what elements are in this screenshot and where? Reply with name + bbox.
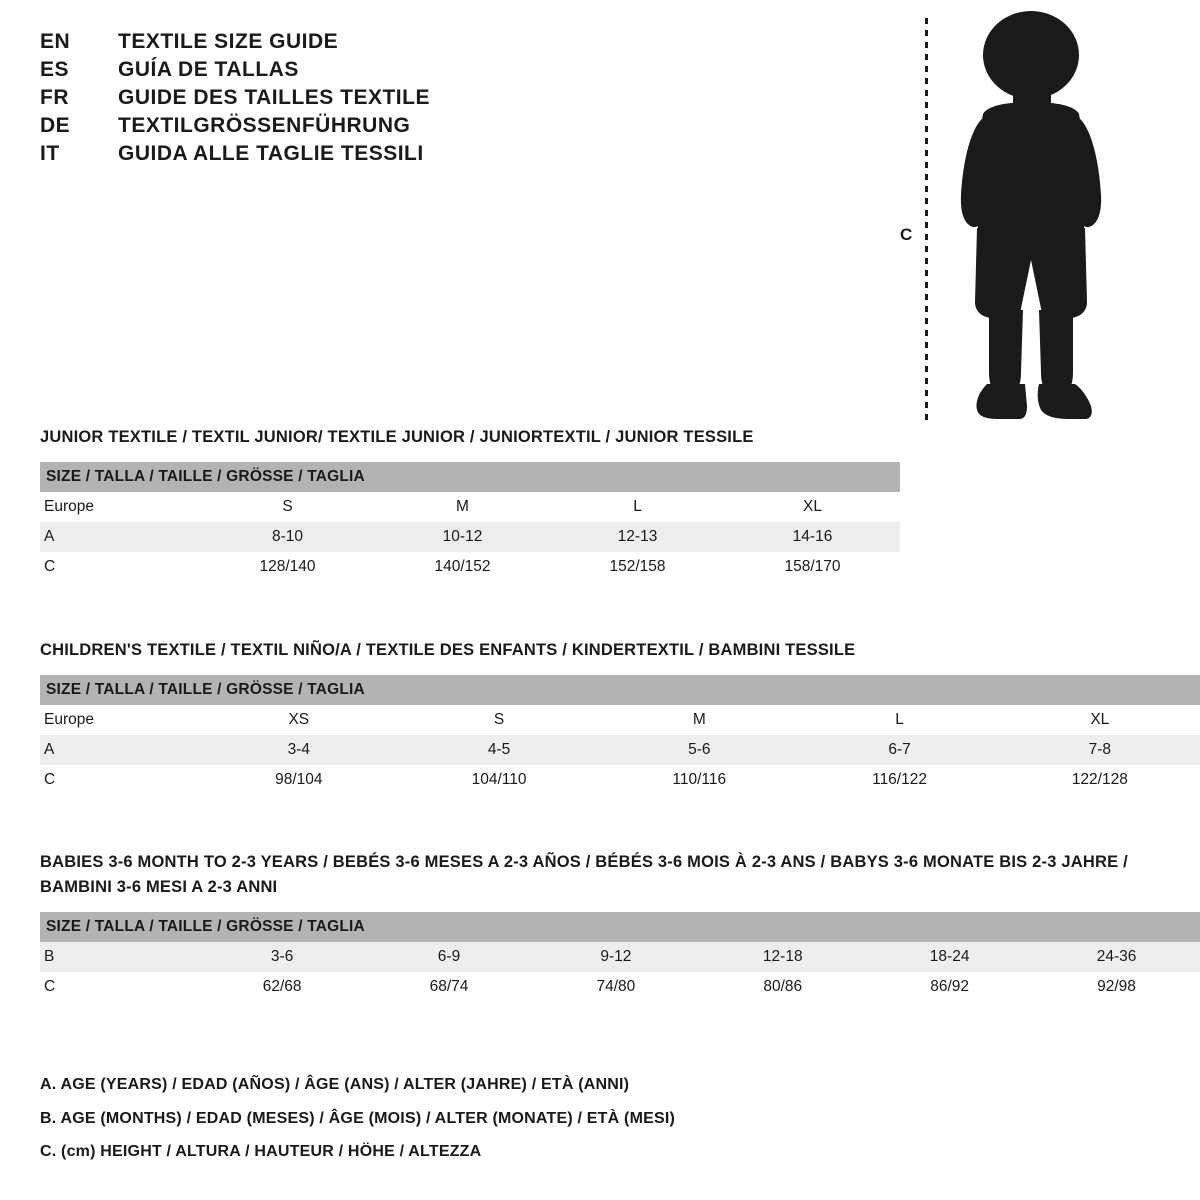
- header-title-de: TEXTILGRÖSSENFÜHRUNG: [118, 114, 411, 137]
- header-lang-de: DE: [40, 114, 71, 137]
- header-row: [40, 30, 740, 54]
- cell: 12-18: [699, 942, 866, 972]
- cell: 152/158: [550, 552, 725, 582]
- footnote-a: A. AGE (YEARS) / EDAD (AÑOS) / ÂGE (ANS) / ALTER (JAHRE) / ETÀ (ANNI): [40, 1076, 630, 1093]
- cell: 6-7: [799, 735, 999, 765]
- cell: 6-9: [366, 942, 533, 972]
- height-dotted-line: [925, 18, 928, 423]
- table-band-header: [40, 912, 1200, 942]
- band-label: SIZE / TALLA / TAILLE / GRÖSSE / TAGLIA: [40, 462, 900, 492]
- cell: 110/116: [599, 765, 799, 795]
- cell: 80/86: [699, 972, 866, 1002]
- cell: 12-13: [550, 522, 725, 552]
- header-title-it: GUIDA ALLE TAGLIE TESSILI: [118, 142, 424, 165]
- row-label: B: [40, 942, 199, 972]
- cell: 104/110: [399, 765, 599, 795]
- row-label: C: [40, 552, 200, 582]
- cell: 7-8: [1000, 735, 1200, 765]
- table-row: [40, 735, 1200, 765]
- table-row: [40, 942, 1200, 972]
- header-row: [40, 58, 740, 82]
- header-row: [40, 114, 740, 138]
- band-label: SIZE / TALLA / TAILLE / GRÖSSE / TAGLIA: [40, 912, 1200, 942]
- cell: 74/80: [532, 972, 699, 1002]
- section-babies-textile: [40, 850, 1200, 1002]
- cell: 5-6: [599, 735, 799, 765]
- measurement-figure: [900, 10, 1130, 430]
- cell: XL: [1000, 705, 1200, 735]
- table-row: [40, 705, 1200, 735]
- child-silhouette-icon: [935, 10, 1125, 425]
- cell: L: [550, 492, 725, 522]
- row-label: C: [40, 765, 199, 795]
- cell: 62/68: [199, 972, 366, 1002]
- row-label: A: [40, 522, 200, 552]
- cell: 122/128: [1000, 765, 1200, 795]
- cell: S: [399, 705, 599, 735]
- header-lang-fr: FR: [40, 86, 69, 109]
- header-title-en: TEXTILE SIZE GUIDE: [118, 30, 339, 53]
- cell: 24-36: [1033, 942, 1200, 972]
- cell: 9-12: [532, 942, 699, 972]
- cell: 158/170: [725, 552, 900, 582]
- section-childrens-textile: [40, 638, 1200, 795]
- header-title-es: GUÍA DE TALLAS: [118, 58, 299, 81]
- header-row: [40, 86, 740, 110]
- cell: 128/140: [200, 552, 375, 582]
- cell: S: [200, 492, 375, 522]
- table-row: [40, 765, 1200, 795]
- section-junior-textile: [40, 425, 900, 582]
- cell: 3-4: [199, 735, 399, 765]
- header-lang-es: ES: [40, 58, 70, 81]
- header-title-fr: GUIDE DES TAILLES TEXTILE: [118, 86, 430, 109]
- table-row: [40, 552, 900, 582]
- legend-footnotes: [40, 1068, 675, 1169]
- band-label: SIZE / TALLA / TAILLE / GRÖSSE / TAGLIA: [40, 675, 1200, 705]
- row-label: Europe: [40, 492, 200, 522]
- section-title: JUNIOR TEXTILE / TEXTIL JUNIOR/ TEXTILE JUNIOR / JUNIORTEXTIL / JUNIOR TESSILE: [40, 428, 754, 446]
- section-title: CHILDREN'S TEXTILE / TEXTIL NIÑO/A / TEXTILE DES ENFANTS / KINDERTEXTIL / BAMBINI TESSILE: [40, 641, 856, 659]
- size-guide-header: [40, 30, 740, 170]
- cell: 3-6: [199, 942, 366, 972]
- row-label: C: [40, 972, 199, 1002]
- cell: 140/152: [375, 552, 550, 582]
- babies-size-table: [40, 912, 1200, 1002]
- footnote-b: B. AGE (MONTHS) / EDAD (MESES) / ÂGE (MOIS) / ALTER (MONATE) / ETÀ (MESI): [40, 1109, 676, 1127]
- height-measure-label: C: [900, 225, 913, 244]
- junior-size-table: [40, 462, 900, 582]
- cell: 8-10: [200, 522, 375, 552]
- cell: XS: [199, 705, 399, 735]
- header-lang-en: EN: [40, 30, 71, 53]
- row-label: A: [40, 735, 199, 765]
- table-row: [40, 522, 900, 552]
- row-label: Europe: [40, 705, 199, 735]
- cell: L: [799, 705, 999, 735]
- cell: 10-12: [375, 522, 550, 552]
- footnote-c: C. (cm) HEIGHT / ALTURA / HAUTEUR / HÖHE / ALTEZZA: [40, 1143, 482, 1161]
- children-size-table: [40, 675, 1200, 795]
- header-lang-it: IT: [40, 142, 60, 165]
- table-row: [40, 972, 1200, 1002]
- cell: 86/92: [866, 972, 1033, 1002]
- cell: 14-16: [725, 522, 900, 552]
- cell: M: [599, 705, 799, 735]
- cell: M: [375, 492, 550, 522]
- header-row: [40, 142, 740, 166]
- cell: 4-5: [399, 735, 599, 765]
- cell: 92/98: [1033, 972, 1200, 1002]
- cell: 68/74: [366, 972, 533, 1002]
- cell: 116/122: [799, 765, 999, 795]
- table-band-header: [40, 675, 1200, 705]
- section-title: BABIES 3-6 MONTH TO 2-3 YEARS / BEBÉS 3-6 MESES A 2-3 AÑOS / BÉBÉS 3-6 MOIS À 2-3 ANS / BABYS 3-6 MONATE BIS 2-3 JAHRE / BAMBINI 3-6 MESI A 2-3 ANNI: [40, 853, 1128, 896]
- table-band-header: [40, 462, 900, 492]
- cell: XL: [725, 492, 900, 522]
- cell: 18-24: [866, 942, 1033, 972]
- table-row: [40, 492, 900, 522]
- cell: 98/104: [199, 765, 399, 795]
